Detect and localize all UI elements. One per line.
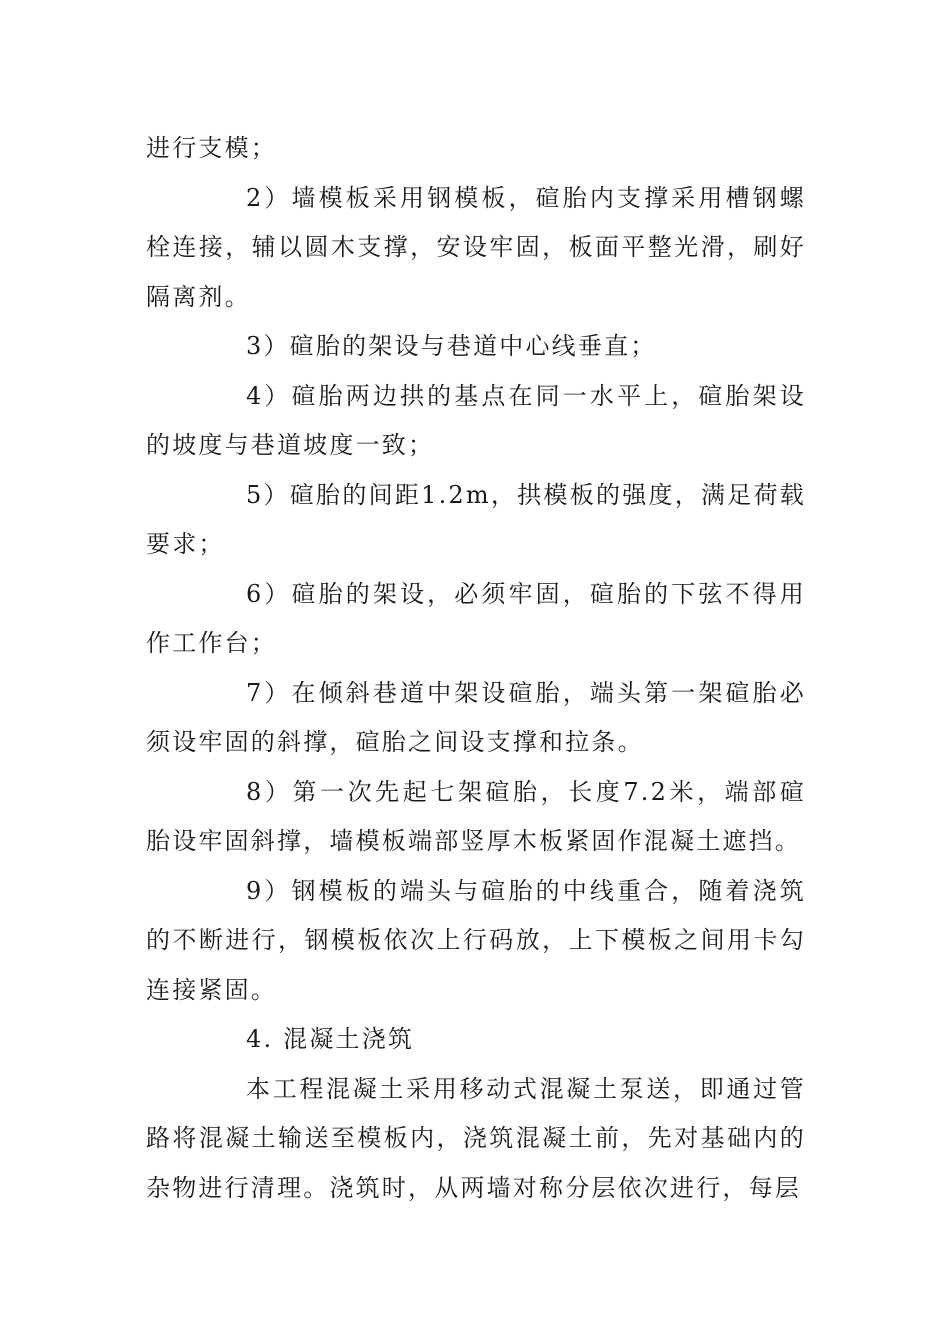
list-item-2: 2）墙模板采用钢模板，碹胎内支撑采用槽钢螺栓连接，辅以圆木支撑，安设牢固，板面平整光滑，刷好隔离剂。 <box>146 183 806 311</box>
list-item-9: 9）钢模板的端头与碹胎的中线重合，随着浇筑的不断进行，钢模板依次上行码放，上下模板之间用卡勾连接紧固。 <box>146 876 806 1004</box>
list-item-8: 8）第一次先起七架碹胎，长度7.2米，端部碹胎设牢固斜撑，墙模板端部竖厚木板紧固作混凝土遮挡。 <box>146 777 806 855</box>
section-heading: 4. 混凝土浇筑 <box>246 1025 415 1053</box>
list-item-4: 4）碹胎两边拱的基点在同一水平上，碹胎架设的坡度与巷道坡度一致； <box>146 381 806 459</box>
continuation-paragraph: 进行支模； <box>146 134 277 162</box>
list-item-3: 3）碹胎的架设与巷道中心线垂直； <box>246 332 657 360</box>
list-item-7: 7）在倾斜巷道中架设碹胎，端头第一架碹胎必须设牢固的斜撑，碹胎之间设支撑和拉条。 <box>146 678 806 756</box>
list-item-6: 6）碹胎的架设，必须牢固，碹胎的下弦不得用作工作台； <box>146 579 806 657</box>
body-paragraph: 本工程混凝土采用移动式混凝土泵送，即通过管路将混凝土输送至模板内，浇筑混凝土前，先对基础内的杂物进行清理。浇筑时，从两墙对称分层依次进行，每层 <box>146 1074 806 1202</box>
list-item-5: 5）碹胎的间距1.2m，拱模板的强度，满足荷载要求； <box>146 480 806 558</box>
document-body <box>146 124 806 1213</box>
